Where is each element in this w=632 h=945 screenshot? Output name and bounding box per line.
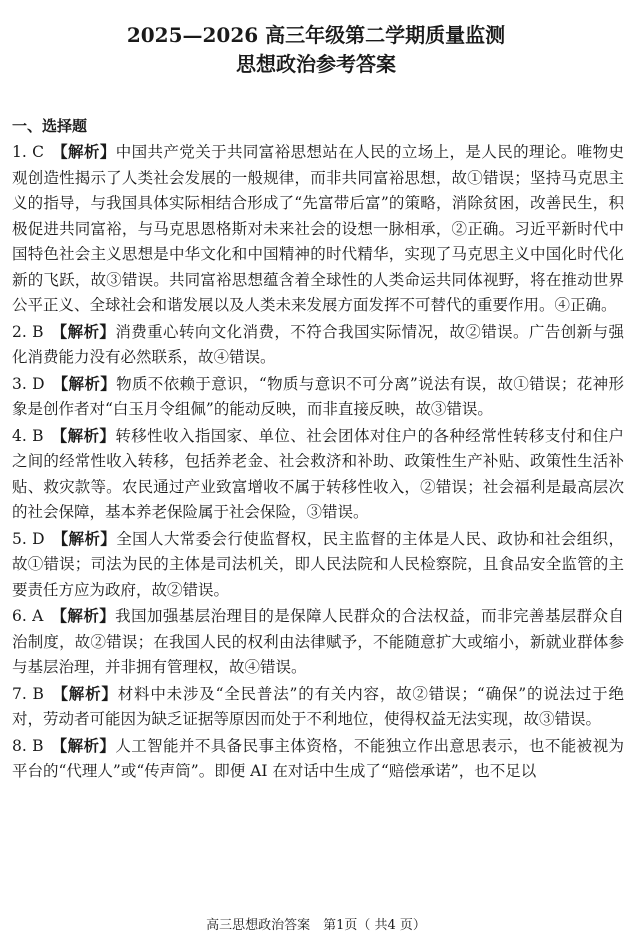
answer-item-1	[12, 139, 624, 319]
answer-text: 转移性收入指国家、单位、社会团体对住户的各种经常性转移支付和住户之间的经常性收入转移，包括养老金、社会救济和补助、政策性生产补贴、政策性生活补贴、救灾款等。农民通过产业致富增收不属于转移性收入，②错误；社会福利是最高层次的社会保障，基本养老保险属于社会保险，③错误。	[12, 426, 624, 521]
answer-text: 全国人大常委会行使监督权，民主监督的主体是人民、政协和社会组织，故①错误；司法为民的主体是司法机关，即人民法院和人民检察院，且食品安全监管的主要责任方应为政府，故②错误。	[12, 529, 624, 599]
analysis-tag: 【解析】	[52, 528, 117, 548]
answer-item-4	[12, 423, 624, 526]
answer-number: 1. C	[12, 143, 44, 161]
answer-item-2	[12, 319, 624, 371]
answer-text: 中国共产党关于共同富裕思想站在人民的立场上，是人民的理论。唯物史观创造性揭示了人类社会发展的一般规律，而非共同富裕思想，故①错误；坚持马克思主义的指导，与我国具体实际相结合形成了“先富带后富”的策略，消除贫困，改善民生，积极促进共同富裕，与马克思恩格斯对未来社会的设想一脉相承，②正确。习近平新时代中国特色社会主义思想是中华文化和中国精神的时代精华，实现了马克思主义中国化时代化新的飞跃，故③错误。共同富裕思想蕴含着全球性的人类命运共同体视野，将在推动世界公平正义、全球社会和谐发展以及人类未来发展方面发挥不可替代的重要作用。④正确。	[12, 143, 624, 314]
answer-item-3	[12, 371, 624, 423]
page-title: 2025—2026 高三年级第二学期质量监测	[126, 23, 506, 47]
answer-item-6	[12, 603, 624, 681]
answer-text: 物质不依赖于意识，“物质与意识不可分离”说法有误，故①错误；花神形象是创作者对“白玉月令组佩”的能动反映，而非直接反映，故③错误。	[12, 374, 624, 418]
analysis-tag: 【解析】	[51, 683, 118, 703]
analysis-tag: 【解析】	[52, 373, 117, 393]
answer-text: 人工智能并不具备民事主体资格，不能独立作出意思表示，也不能被视为平台的“代理人”或“传声筒”。即便 AI 在对话中生成了“赔偿承诺”，也不足以	[12, 736, 624, 780]
answer-text: 材料中未涉及“全民普法”的有关内容，故②错误；“确保”的说法过于绝对，劳动者可能因为缺乏证据等原因而处于不利地位，使得权益无法实现，故③错误。	[12, 684, 624, 728]
answer-number: 6. A	[12, 607, 44, 625]
answer-number: 4. B	[12, 426, 44, 445]
answer-list	[12, 139, 624, 785]
answer-item-7	[12, 681, 624, 733]
answer-text: 我国加强基层治理目的是保障人民群众的合法权益，而非完善基层群众自治制度，故②错误；在我国人民的权利由法律赋予，不能随意扩大或缩小，新就业群体参与基层治理，并非拥有管理权，故④错误。	[12, 607, 624, 676]
answer-number: 5. D	[12, 529, 45, 548]
answer-number: 3. D	[12, 374, 45, 393]
answer-number: 2. B	[12, 322, 44, 341]
analysis-tag: 【解析】	[51, 606, 116, 625]
answer-item-5	[12, 526, 624, 604]
page-subtitle: 思想政治参考答案	[236, 52, 396, 76]
page-footer: 高三思想政治答案 第1页（ 共4 页）	[206, 918, 426, 933]
answer-number: 8. B	[12, 736, 44, 755]
answer-item-8	[12, 733, 624, 785]
analysis-tag: 【解析】	[51, 735, 116, 755]
answer-number: 7. B	[12, 684, 44, 703]
analysis-tag: 【解析】	[51, 142, 116, 161]
section-heading: 一、选择题	[12, 117, 88, 135]
answer-text: 消费重心转向文化消费，不符合我国实际情况，故②错误。广告创新与强化消费能力没有必然联系，故④错误。	[12, 322, 624, 366]
analysis-tag: 【解析】	[51, 321, 116, 341]
analysis-tag: 【解析】	[51, 425, 116, 445]
